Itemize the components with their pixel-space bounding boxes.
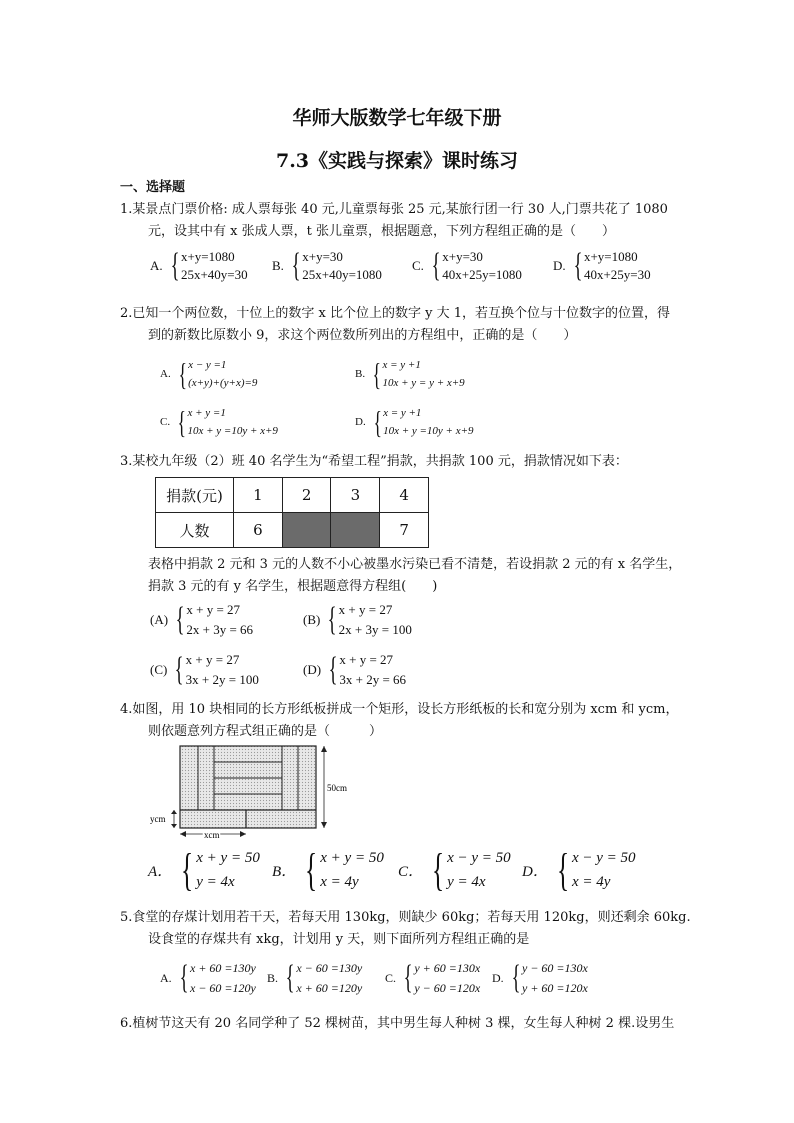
q1-option-b: B. { x+y=30 25x+40y=1080 <box>272 247 382 284</box>
q1-option-a: A. { x+y=1080 25x+40y=30 <box>150 247 248 284</box>
q3-option-b: (B) { x + y = 27 2x + 3y = 100 <box>303 601 412 638</box>
ink-stain-cell <box>282 513 331 548</box>
q3-option-d: (D) { x + y = 27 3x + 2y = 66 <box>303 651 407 688</box>
doc-title: 华师大版数学七年级下册 <box>292 107 502 129</box>
length-x-label: xcm <box>204 830 220 840</box>
q5-option-c: C. { y + 60 =130x y − 60 =120x <box>385 959 481 996</box>
ink-stain-cell <box>331 513 380 548</box>
q4-option-a: A． { x + y = 50 y = 4x <box>148 844 260 895</box>
donation-table <box>155 477 429 548</box>
q4-option-d: D． { x − y = 50 x = 4y <box>522 844 636 895</box>
q5-option-a: A. { x + 60 =130y x − 60 =120y <box>160 959 256 996</box>
q1-option-c: C. { x+y=30 40x+25y=1080 <box>412 247 522 284</box>
q3-option-c: (C) { x + y = 27 3x + 2y = 100 <box>150 651 259 688</box>
section-heading: 一、选择题 <box>120 180 186 195</box>
width-y-label: ycm <box>150 814 166 824</box>
q3-option-a: (A) { x + y = 27 2x + 3y = 66 <box>150 601 254 638</box>
q2-line2: 到的新数比原数小 9，求这个两位数所列出的方程组中，正确的是（ ） <box>148 328 577 343</box>
q3-line3: 捐款 3 元的有 y 名学生，根据题意得方程组( ) <box>148 579 438 594</box>
q4-option-c: C． { x − y = 50 y = 4x <box>398 844 511 895</box>
q3-line1: 3.某校九年级（2）班 40 名学生为“希望工程”捐款，共捐款 100 元，捐款情况如下表： <box>120 454 628 469</box>
q4-option-b: B． { x + y = 50 x = 4y <box>272 844 384 895</box>
q1-option-d: D. { x+y=1080 40x+25y=30 <box>553 247 651 284</box>
q5-option-d: D. { y − 60 =130x y + 60 =120x <box>492 959 588 996</box>
q2-option-d: D. { x = y +1 10x + y =10y + x+9 <box>355 404 474 440</box>
q2-option-b: B. { x = y +1 10x + y = y + x+9 <box>355 356 465 392</box>
q1-line1: 1.某景点门票价格: 成人票每张 40 元,儿童票每张 25 元,某旅行团一行 30 人,门票共花了 1080 <box>120 202 668 217</box>
q4-line1: 4.如图，用 10 块相同的长方形纸板拼成一个矩形，设长方形纸板的长和宽分别为 xcm 和 ycm， <box>120 702 679 717</box>
rectangle-tiling-figure <box>148 742 348 842</box>
q3-line2: 表格中捐款 2 元和 3 元的人数不小心被墨水污染已看不清楚，若设捐款 2 元的有 x 名学生， <box>148 557 682 572</box>
q2-line1: 2.已知一个两位数，十位上的数字 x 比个位上的数字 y 大 1，若互换个位与十位数字的位置，得 <box>120 306 671 321</box>
q4-line2: 则依题意列方程式组正确的是（ ） <box>148 724 383 739</box>
q5-line1: 5.食堂的存煤计划用若干天，若每天用 130kg，则缺少 60kg；若每天用 120kg，则还剩余 60kg. <box>120 910 691 925</box>
q5-line2: 设食堂的存煤共有 xkg，计划用 y 天，则下面所列方程组正确的是 <box>148 932 530 947</box>
q2-option-a: A. { x − y =1 (x+y)+(y+x)=9 <box>160 356 258 392</box>
doc-subtitle: 7.3《实践与探索》课时练习 <box>275 150 519 172</box>
q2-option-c: C. { x + y =1 10x + y =10y + x+9 <box>160 404 278 440</box>
table-row: 捐款(元) 1 2 3 4 <box>156 478 429 513</box>
q5-option-b: B. { x − 60 =130y x + 60 =120y <box>267 959 363 996</box>
q6-line1: 6.植树节这天有 20 名同学种了 52 棵树苗，其中男生每人种树 3 棵，女生每人种树 2 棵.设男生 <box>120 1016 675 1031</box>
table-row: 人数 6 7 <box>156 513 429 548</box>
height-label: 50cm <box>327 783 347 793</box>
q1-line2: 元，设其中有 x 张成人票，t 张儿童票，根据题意，下列方程组正确的是（ ） <box>148 224 615 239</box>
